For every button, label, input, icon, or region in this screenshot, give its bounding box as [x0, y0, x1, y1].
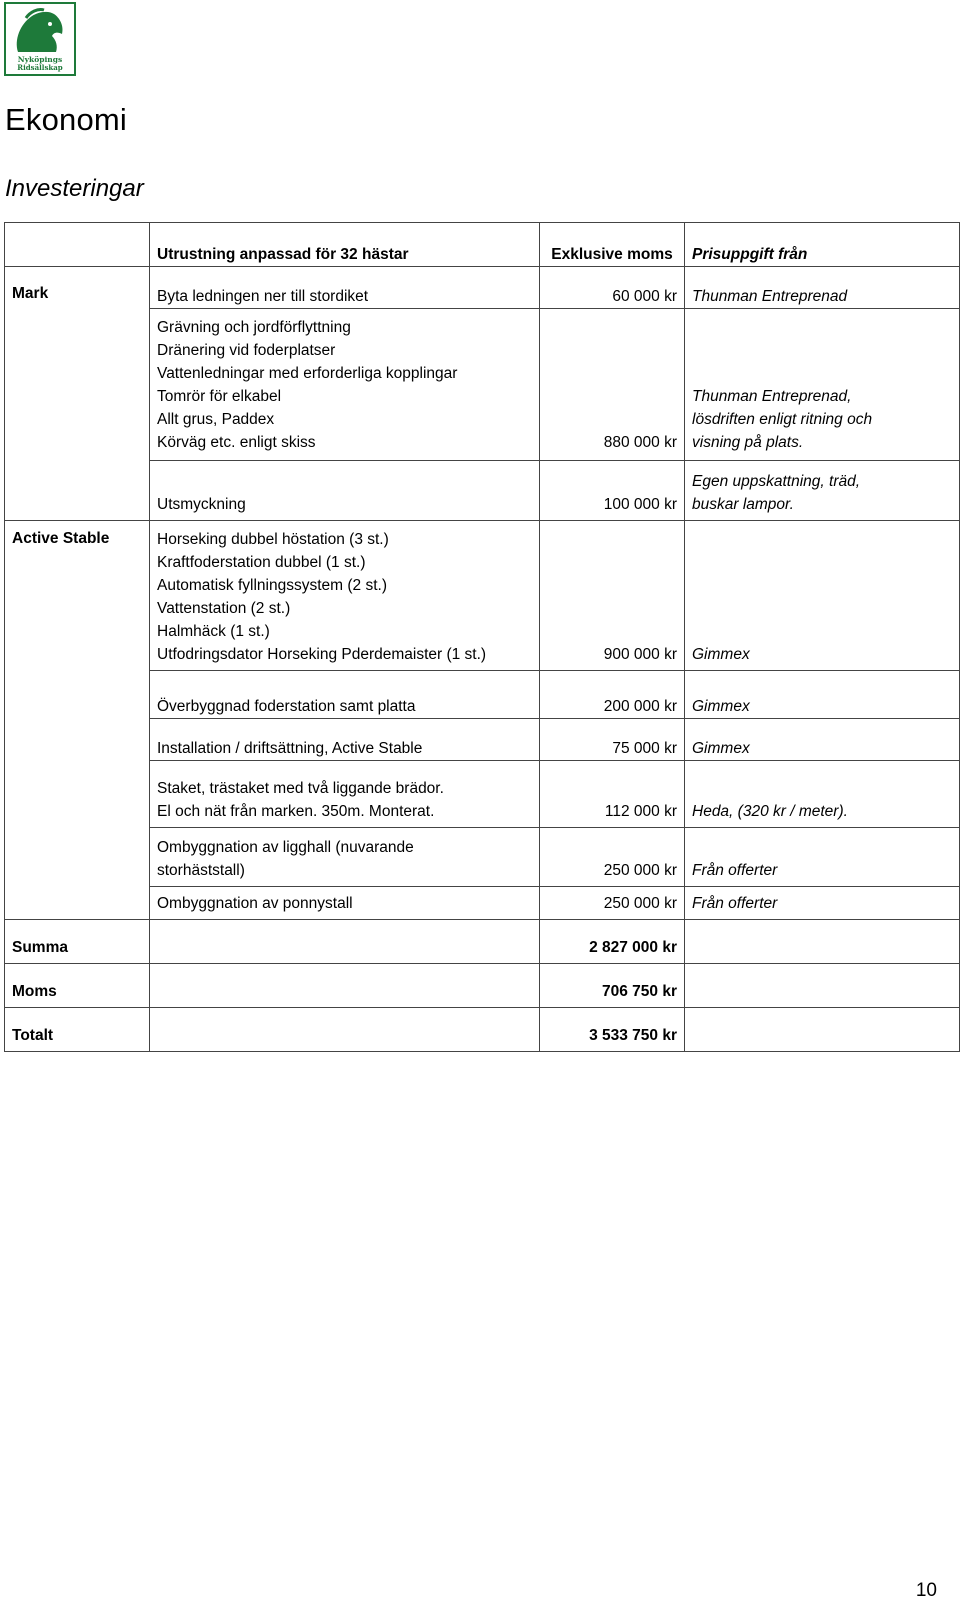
row-item: Staket, trästaket med två liggande brädor. El och nät från marken. 350m. Monterat. [150, 761, 540, 828]
table-header-row [5, 223, 960, 267]
total-amount: 2 827 000 kr [540, 920, 685, 964]
category-active-stable: Active Stable [5, 521, 150, 671]
total-row-summa [5, 920, 960, 964]
row-item: Ombyggnation av ponnystall [150, 887, 540, 920]
table-row [5, 267, 960, 309]
svg-text:Nyköpings: Nyköpings [17, 55, 63, 64]
row-source: Gimmex [685, 719, 960, 761]
row-amount: 75 000 kr [540, 719, 685, 761]
section-heading: Ekonomi [5, 102, 128, 137]
header-amount: Exklusive moms [540, 223, 685, 267]
row-item: Överbyggnad foderstation samt platta [150, 671, 540, 719]
row-amount: 200 000 kr [540, 671, 685, 719]
total-label: Summa [5, 920, 150, 964]
horse-logo-icon [4, 2, 76, 76]
table-row [5, 309, 960, 461]
table-row [5, 719, 960, 761]
row-source: Heda, (320 kr / meter). [685, 761, 960, 828]
row-source: Egen uppskattning, träd, buskar lampor. [685, 461, 960, 521]
section-subheading: Investeringar [5, 175, 144, 202]
row-source: Gimmex [685, 671, 960, 719]
row-amount: 250 000 kr [540, 887, 685, 920]
row-amount: 112 000 kr [540, 761, 685, 828]
row-amount: 880 000 kr [540, 309, 685, 461]
table-row [5, 671, 960, 719]
header-item: Utrustning anpassad för 32 hästar [150, 223, 540, 267]
row-item: Horseking dubbel höstation (3 st.) Kraftfoderstation dubbel (1 st.) Automatisk fyllningssystem (2 st.) Vattenstation (2 st.) Halmhäck (1 st.) Utfodringsdator Horseking Pderdemaister (1 st.) [150, 521, 540, 671]
row-item: Byta ledningen ner till stordiket [150, 267, 540, 309]
total-amount: 3 533 750 kr [540, 1008, 685, 1052]
table-row [5, 887, 960, 920]
row-item: Grävning och jordförflyttning Dränering vid foderplatser Vattenledningar med erforderliga kopplingar Tomrör för elkabel Allt grus, Paddex Körväg etc. enligt skiss [150, 309, 540, 461]
header-category-cell [5, 223, 150, 267]
club-logo [4, 2, 76, 76]
category-mark: Mark [5, 267, 150, 309]
row-amount: 250 000 kr [540, 828, 685, 887]
row-item: Ombyggnation av ligghall (nuvarande storhäststall) [150, 828, 540, 887]
svg-text:Ridsällskap: Ridsällskap [17, 63, 63, 72]
total-label: Moms [5, 964, 150, 1008]
total-row-totalt [5, 1008, 960, 1052]
row-item: Utsmyckning [150, 461, 540, 521]
row-source: Thunman Entreprenad, lösdriften enligt ritning och visning på plats. [685, 309, 960, 461]
table-row [5, 828, 960, 887]
row-amount: 100 000 kr [540, 461, 685, 521]
table-row [5, 461, 960, 521]
row-source: Thunman Entreprenad [685, 267, 960, 309]
row-source: Gimmex [685, 521, 960, 671]
row-item: Installation / driftsättning, Active Stable [150, 719, 540, 761]
row-source: Från offerter [685, 887, 960, 920]
row-amount: 900 000 kr [540, 521, 685, 671]
table-row [5, 521, 960, 671]
header-source: Prisuppgift från [685, 223, 960, 267]
row-source: Från offerter [685, 828, 960, 887]
page-number: 10 [915, 1580, 937, 1601]
total-label: Totalt [5, 1008, 150, 1052]
row-amount: 60 000 kr [540, 267, 685, 309]
table-row [5, 761, 960, 828]
total-amount: 706 750 kr [540, 964, 685, 1008]
total-row-moms [5, 964, 960, 1008]
investment-table [4, 222, 960, 1052]
